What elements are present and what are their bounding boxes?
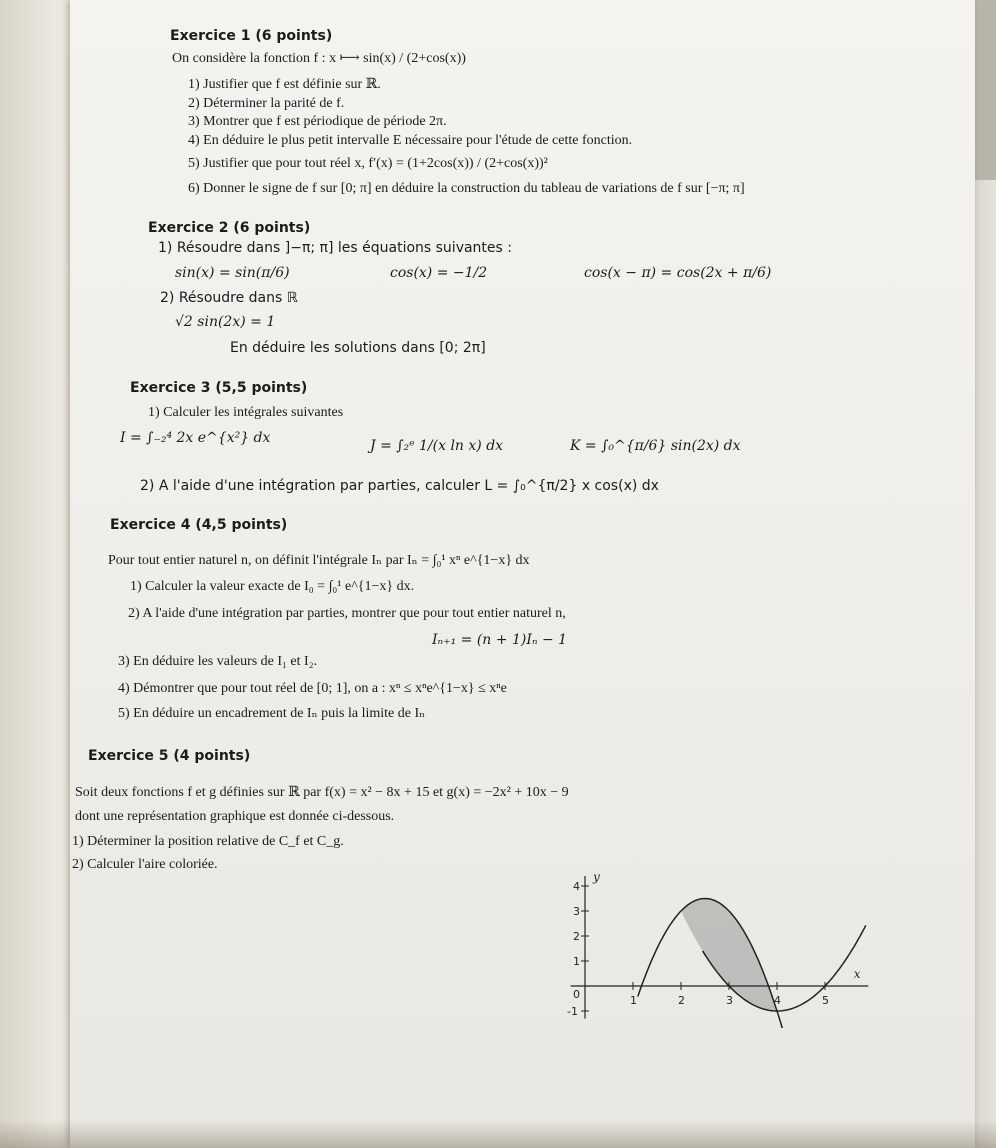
ex5-intro-1: Soit deux fonctions f et g définies sur ℝ par f(x) = x² − 8x + 15 et g(x) = −2x² + 10x − 9 bbox=[75, 785, 569, 800]
ex4-title: Exercice 4 (4,5 points) bbox=[110, 517, 288, 533]
ex1-q4: 4) En déduire le plus petit intervalle E nécessaire pour l'étude de cette fonction. bbox=[188, 133, 633, 148]
ex5-title: Exercice 5 (4 points) bbox=[88, 748, 251, 764]
ex4-intro: Pour tout entier naturel n, on définit l'intégrale Iₙ par Iₙ = ∫₀¹ xⁿ e^{1−x} dx bbox=[108, 553, 530, 568]
ex4-q3: 3) En déduire les valeurs de I₁ et I₂. bbox=[118, 654, 318, 669]
ex5-q2: 2) Calculer l'aire coloriée. bbox=[72, 857, 218, 872]
page-shadow bbox=[0, 1120, 996, 1148]
ex1-q2: 2) Déterminer la parité de f. bbox=[188, 96, 345, 111]
x-tick-label-3: 3 bbox=[726, 994, 733, 1007]
x-tick-label-1: 1 bbox=[630, 994, 637, 1007]
ex2-q1: 1) Résoudre dans ]−π; π] les équations suivantes : bbox=[158, 240, 512, 256]
y-tick-label--1: -1 bbox=[567, 1005, 578, 1018]
ex2-eq2: cos(x) = −1/2 bbox=[390, 265, 488, 281]
ex2-q2b: En déduire les solutions dans [0; 2π] bbox=[230, 340, 486, 356]
ex4-q1: 1) Calculer la valeur exacte de I₀ = ∫₀¹ e^{1−x} dx. bbox=[130, 579, 415, 594]
ex1-q3: 3) Montrer que f est périodique de période 2π. bbox=[188, 114, 447, 129]
ex3-integral-J: J = ∫₂ᵉ 1/(x ln x) dx bbox=[370, 438, 504, 454]
x-tick-label-4: 4 bbox=[774, 994, 781, 1007]
ex2-q2: 2) Résoudre dans ℝ bbox=[160, 290, 298, 306]
ex2-title: Exercice 2 (6 points) bbox=[148, 220, 311, 236]
ex2-eq3: cos(x − π) = cos(2x + π/6) bbox=[584, 265, 772, 281]
y-tick-label-0: 0 bbox=[573, 988, 580, 1001]
ex3-title: Exercice 3 (5,5 points) bbox=[130, 380, 308, 396]
ex4-q5: 5) En déduire un encadrement de Iₙ puis la limite de Iₙ bbox=[118, 706, 426, 721]
y-tick-label-4: 4 bbox=[573, 880, 580, 893]
ex4-q2: 2) A l'aide d'une intégration par parties, montrer que pour tout entier naturel n, bbox=[128, 606, 566, 621]
ex1-q5: 5) Justifier que pour tout réel x, f′(x) = (1+2cos(x)) / (2+cos(x))² bbox=[188, 156, 548, 171]
ex3-integral-I: I = ∫₋₂⁴ 2x e^{x²} dx bbox=[120, 430, 271, 446]
x-tick-label-2: 2 bbox=[678, 994, 685, 1007]
y-tick-label-2: 2 bbox=[573, 930, 580, 943]
y-axis-label: y bbox=[593, 870, 600, 884]
ex3-integral-K: K = ∫₀^{π/6} sin(2x) dx bbox=[570, 438, 741, 454]
ex1-title: Exercice 1 (6 points) bbox=[170, 28, 333, 44]
ex1-intro: On considère la fonction f : x ⟼ sin(x) / (2+cos(x)) bbox=[172, 51, 466, 66]
ex5-q1: 1) Déterminer la position relative de C_f et C_g. bbox=[72, 834, 344, 849]
x-axis-label: x bbox=[853, 967, 861, 981]
x-tick-label-5: 5 bbox=[822, 994, 829, 1007]
ex4-q4: 4) Démontrer que pour tout réel de [0; 1], on a : xⁿ ≤ xⁿe^{1−x} ≤ xⁿe bbox=[118, 681, 507, 696]
ex1-q6: 6) Donner le signe de f sur [0; π] en déduire la construction du tableau de variations de f sur [−π; π] bbox=[188, 181, 745, 196]
ex2-eq1: sin(x) = sin(π/6) bbox=[175, 265, 290, 281]
function-graph bbox=[555, 838, 875, 1028]
ex3-q1: 1) Calculer les intégrales suivantes bbox=[148, 405, 344, 420]
y-tick-label-1: 1 bbox=[573, 955, 580, 968]
ex2-eq4: √2 sin(2x) = 1 bbox=[175, 314, 276, 330]
y-tick-label-3: 3 bbox=[573, 905, 580, 918]
ex3-q2: 2) A l'aide d'une intégration par parties, calculer L = ∫₀^{π/2} x cos(x) dx bbox=[140, 478, 659, 494]
ex1-q1: 1) Justifier que f est définie sur ℝ. bbox=[188, 77, 381, 92]
ex5-intro-2: dont une représentation graphique est donnée ci-dessous. bbox=[75, 809, 395, 824]
ex4-recurrence: Iₙ₊₁ = (n + 1)Iₙ − 1 bbox=[432, 632, 568, 648]
